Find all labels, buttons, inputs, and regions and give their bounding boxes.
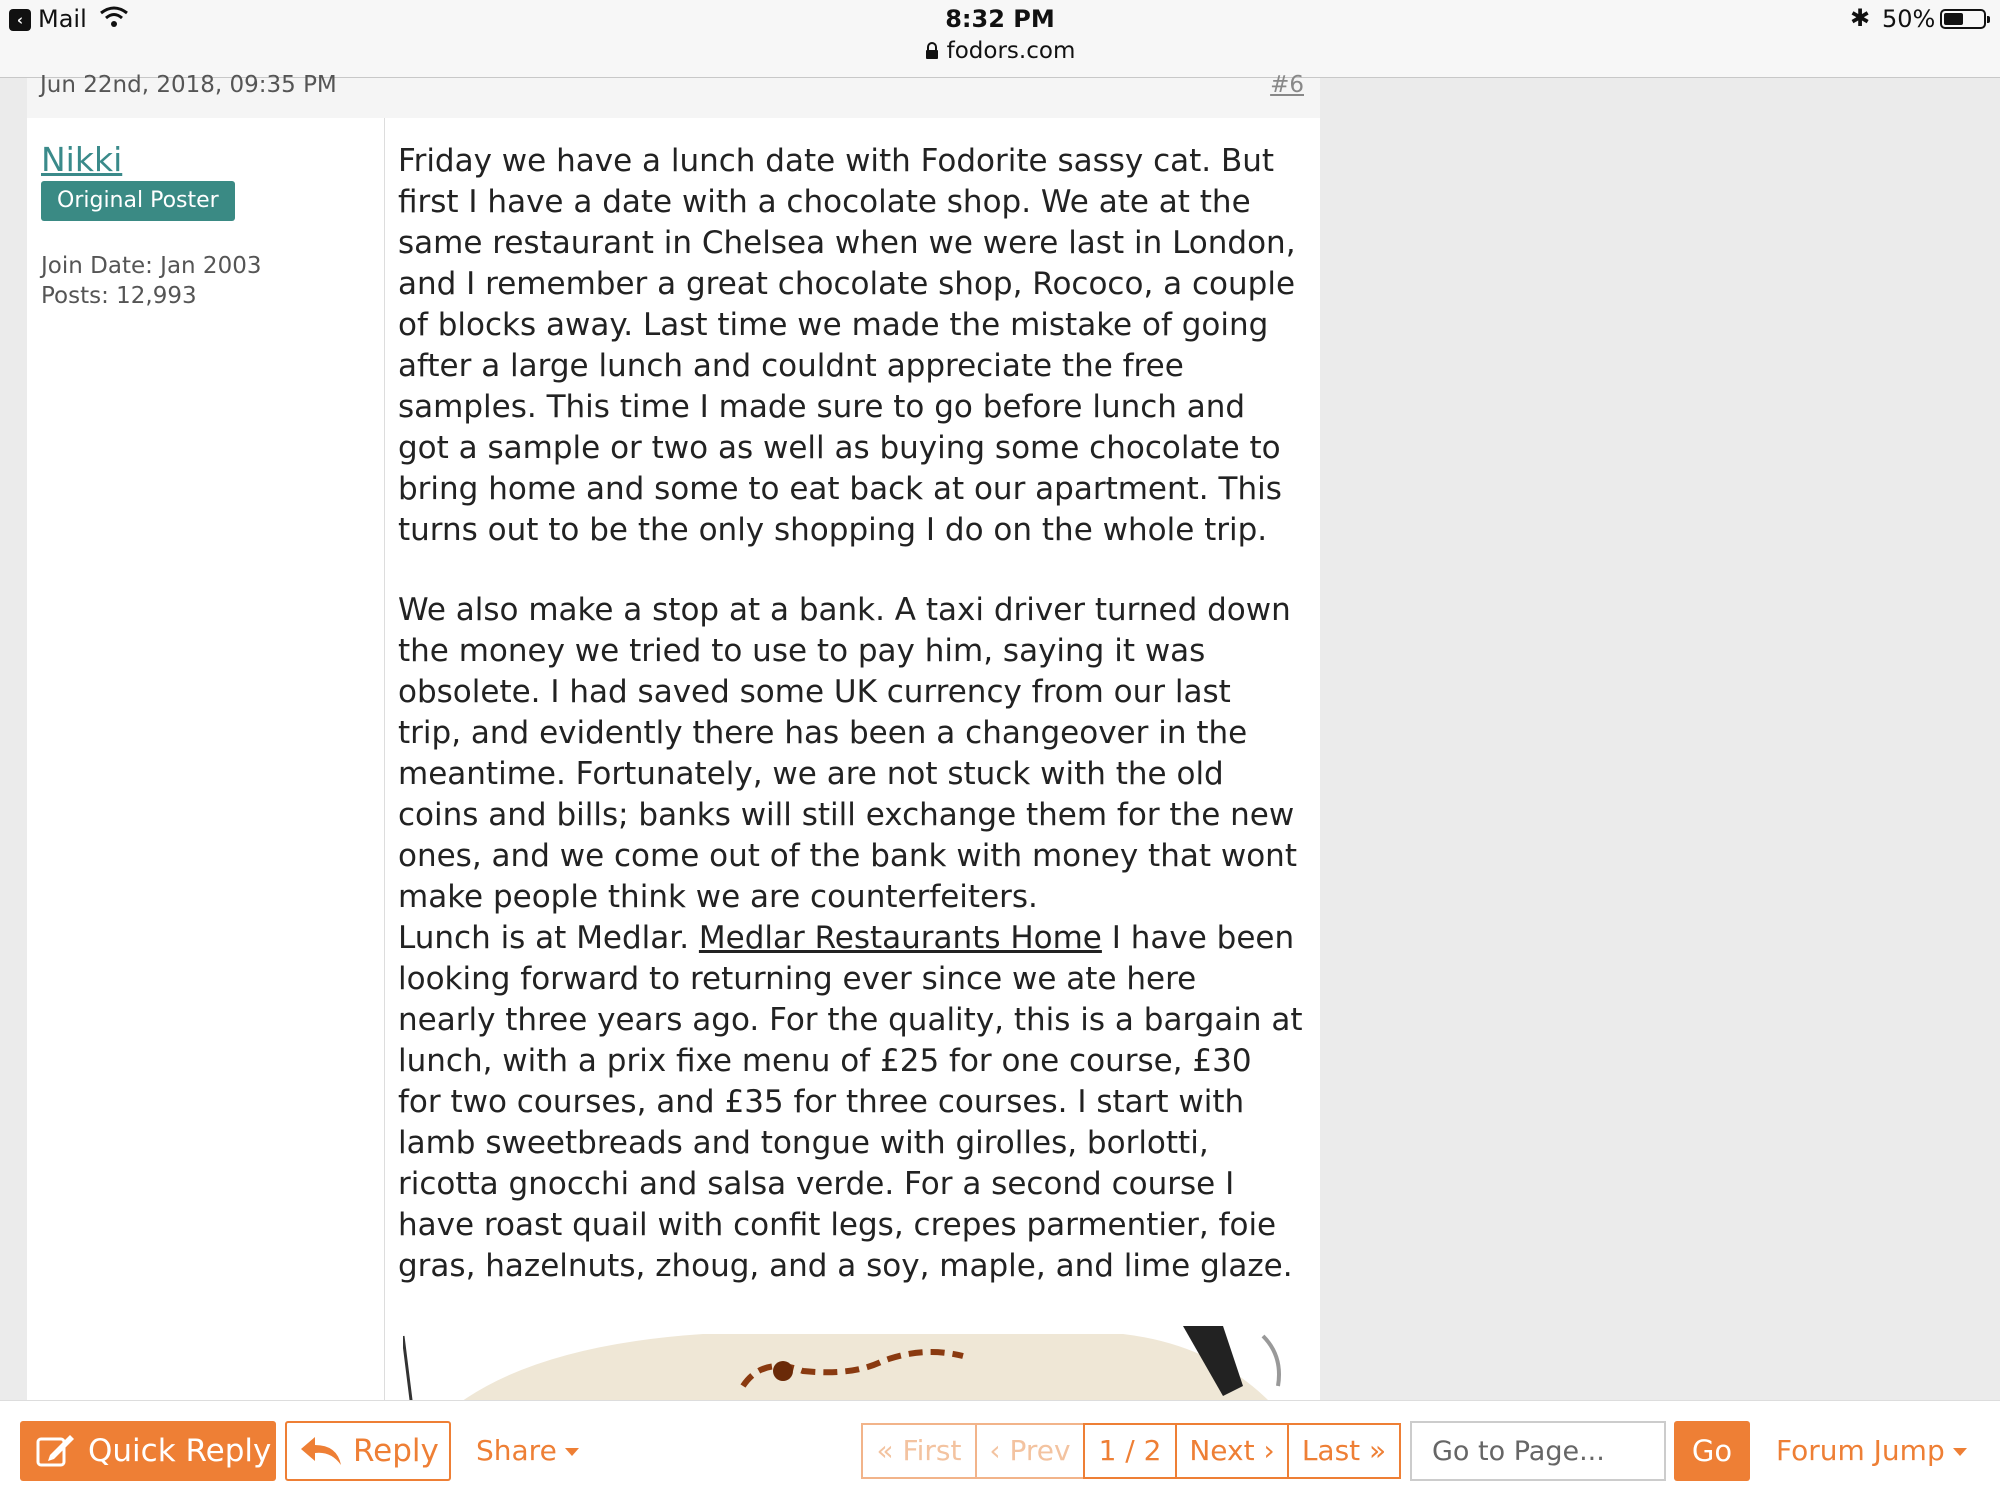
reply-label: Reply: [353, 1433, 439, 1469]
author-name-link[interactable]: Nikki: [41, 140, 123, 179]
lock-icon: [925, 42, 939, 60]
current-page-indicator[interactable]: 1 / 2: [1083, 1423, 1177, 1479]
post-paragraph-3-lead: Lunch is at Medlar.: [398, 920, 699, 956]
go-button[interactable]: Go: [1674, 1421, 1750, 1481]
bottom-toolbar: [0, 1400, 2000, 1501]
battery-icon: [1940, 9, 1986, 29]
author-join-date: Join Date: Jan 2003: [41, 253, 262, 279]
quick-reply-label: Quick Reply: [88, 1433, 272, 1469]
go-to-page-input[interactable]: [1410, 1421, 1666, 1481]
reply-arrow-icon: [299, 1433, 343, 1469]
bluetooth-icon: ✱: [1850, 4, 1871, 32]
prev-page-button[interactable]: ‹ Prev: [975, 1423, 1085, 1479]
url-bar[interactable]: [0, 38, 2000, 64]
clock: 8:32 PM: [945, 5, 1055, 33]
reply-button[interactable]: [285, 1421, 451, 1481]
post-header: [27, 72, 1320, 118]
battery-percent: 50%: [1882, 5, 1936, 33]
post-permalink[interactable]: #6: [1270, 72, 1304, 98]
forum-jump-dropdown[interactable]: [1776, 1421, 1967, 1481]
share-label: Share: [476, 1434, 557, 1467]
post-paragraph-3: [398, 918, 1303, 1287]
forum-jump-label: Forum Jump: [1776, 1434, 1945, 1467]
original-poster-badge: Original Poster: [41, 181, 235, 221]
post-body: [385, 118, 1320, 1400]
quick-reply-button[interactable]: [20, 1421, 276, 1481]
first-page-button[interactable]: « First: [861, 1423, 977, 1479]
last-page-button[interactable]: Last »: [1287, 1423, 1401, 1479]
post-paragraph-2: We also make a stop at a bank. A taxi driver turned down the money we tried to use to pay him, saying it was obsolete. I had saved some UK currency from our last trip, and evidently there has been a changeover in the meantime. Fortunately, we are not stuck with the old coins and bills; banks will still exchange them for the new ones, and we come out of the bank with money that wont make people think we are counterfeiters.: [398, 592, 1297, 915]
chevron-down-icon: [565, 1448, 579, 1456]
medlar-restaurant-link[interactable]: Medlar Restaurants Home: [698, 920, 1102, 956]
post-paragraph-1: Friday we have a lunch date with Fodorite sassy cat. But first I have a date with a chocolate shop. We ate at the same restaurant in Chelsea when we were last in London, and I remember a great chocolate shop, Rococo, a couple of blocks away. Last time we made the mistake of going after a large lunch and couldnt appreciate the free samples. This time I made sure to go before lunch and got a sample or two as well as buying some chocolate to bring home and some to eat back at our apartment. This turns out to be the only shopping I do on the whole trip.: [398, 143, 1296, 548]
chevron-down-icon: [1953, 1448, 1967, 1456]
back-app-label[interactable]: Mail: [38, 5, 87, 33]
author-panel: [27, 118, 385, 1400]
share-dropdown[interactable]: [476, 1421, 579, 1481]
battery-level-fill: [1944, 13, 1963, 25]
edit-icon: [36, 1433, 76, 1469]
post-date: Jun 22nd, 2018, 09:35 PM: [40, 72, 337, 98]
food-photo[interactable]: [403, 1326, 1303, 1400]
author-post-count: Posts: 12,993: [41, 283, 197, 309]
status-bar: [0, 0, 2000, 78]
next-page-button[interactable]: Next ›: [1175, 1423, 1289, 1479]
back-to-app-icon[interactable]: ‹: [9, 9, 31, 31]
url-text: fodors.com: [946, 38, 1076, 64]
post-paragraph-3-rest: I have been looking forward to returning ever since we ate here nearly three years ago. For the quality, this is a bargain at lunch, with a prix fixe menu of £25 for one course, £30 for two courses, and £35 for three courses. I start with lamb sweetbreads and tongue with girolles, borlotti, ricotta gnocchi and salsa verde. For a second course I have roast quail with confit legs, crepes parmentier, foie gras, hazelnuts, zhoug, and a soy, maple, and lime glaze.: [398, 920, 1303, 1284]
